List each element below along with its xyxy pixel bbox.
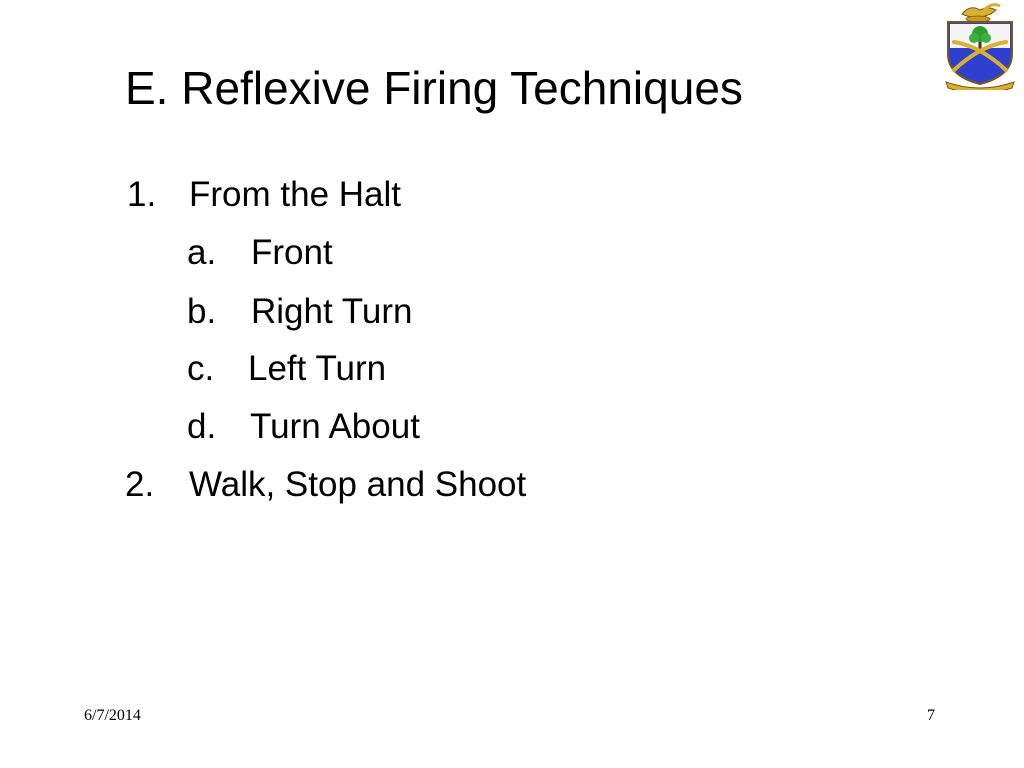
footer-date: 6/7/2014: [84, 707, 141, 724]
list-text: Turn About: [250, 407, 420, 446]
unit-crest-icon: [940, 2, 1020, 90]
list-item: [125, 463, 526, 507]
list-text: Left Turn: [248, 349, 387, 388]
list-marker: c.: [187, 349, 215, 388]
list-marker: b.: [187, 292, 217, 331]
list-item: [127, 173, 401, 217]
list-marker: a.: [187, 233, 217, 272]
list-text: From the Halt: [189, 175, 401, 214]
list-text: Walk, Stop and Shoot: [189, 465, 527, 504]
list-text: Front: [251, 233, 333, 272]
page-number: 7: [927, 707, 935, 724]
list-marker: 2.: [125, 465, 155, 504]
sub-list-item: [187, 290, 412, 334]
sub-list-item: [187, 231, 333, 275]
list-text: Right Turn: [251, 292, 413, 331]
list-marker: d.: [187, 407, 217, 446]
slide-title: E. Reflexive Firing Techniques: [125, 62, 743, 114]
sub-list-item: [187, 405, 420, 449]
list-marker: 1.: [127, 175, 157, 214]
sub-list-item: [187, 347, 386, 391]
